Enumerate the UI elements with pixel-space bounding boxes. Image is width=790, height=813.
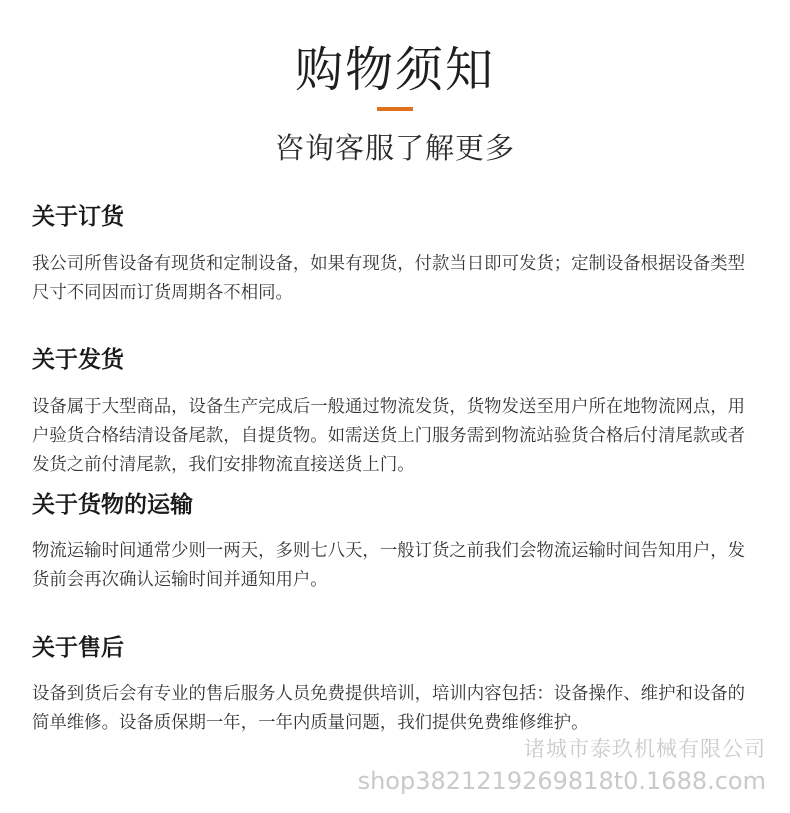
section-heading-shipping: 关于发货 [32, 346, 124, 373]
watermark-company: 诸城市泰玖机械有限公司 [524, 737, 766, 761]
section-heading-transport: 关于货物的运输 [32, 491, 193, 518]
section-body-shipping: 设备属于大型商品，设备生产完成后一般通过物流发货，货物发送至用户所在地物流网点，用户验货合格结清设备尾款，自提货物。如需送货上门服务需到物流站验货合格后付清尾款或者发货之前付清尾款，我们安排物流直接送货上门。 [32, 397, 746, 475]
page-subtitle: 咨询客服了解更多 [274, 131, 515, 165]
section-body-after-sales: 设备到货后会有专业的售后服务人员免费提供培训，培训内容包括：设备操作、维护和设备的简单维修。设备质保期一年，一年内质量问题，我们提供免费维修维护。 [32, 684, 746, 733]
watermark-url: shop3821219269818t0.1688.com [357, 767, 766, 795]
section-body-transport: 物流运输时间通常少则一两天，多则七八天，一般订货之前我们会物流运输时间告知用户，发货前会再次确认运输时间并通知用户。 [32, 541, 746, 590]
section-heading-after-sales: 关于售后 [32, 634, 124, 661]
section-body-ordering: 我公司所售设备有现货和定制设备，如果有现货，付款当日即可发货；定制设备根据设备类型尺寸不同因而订货周期各不相同。 [32, 254, 746, 303]
title-accent-divider [377, 107, 413, 111]
section-heading-ordering: 关于订货 [32, 203, 124, 230]
page-title: 购物须知 [294, 42, 495, 98]
